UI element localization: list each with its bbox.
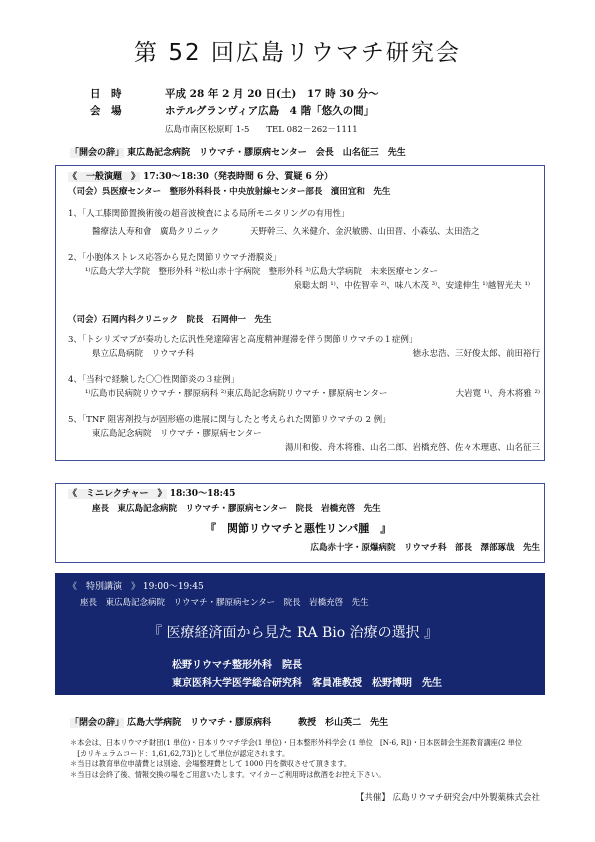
general-chair-2: （司会）石岡内科クリニック 院長 石岡伸一 先生 bbox=[68, 315, 272, 325]
mini-header-time: 18:30～18:45 bbox=[169, 489, 236, 499]
closing-remarks bbox=[70, 716, 540, 730]
talk-4-affiliation: ¹⁾広島市民病院リウマチ・膠原病科 ²⁾東広島記念病院リウマチ・膠原病センター bbox=[85, 389, 388, 399]
general-chair-1: （司会）呉医療センター 整形外科科長・中央放射線センター部長 濱田宜和 先生 bbox=[68, 187, 391, 197]
venue-address: 広島市南区松原町 1-5 TEL 082－262－1111 bbox=[165, 125, 358, 135]
note-line: ＊当日は教育単位申請費とは別途、会場整理費として 1000 円を徴収させて頂きます。 bbox=[70, 759, 352, 768]
special-speaker: 東京医科大学医学総合研究科 客員准教授 松野博明 先生 bbox=[172, 678, 442, 689]
talk-4-authors: 大岩寛 ¹⁾、舟木将雅 ²⁾ bbox=[455, 389, 540, 399]
talk-5-authors: 湯川和俊、舟木将雅、山名二郎、岩橋充啓、佐々木理恵、山名征三 bbox=[284, 443, 540, 453]
special-chair: 座長 東広島記念病院 リウマチ・膠原病センター 院長 岩橋充啓 先生 bbox=[80, 598, 369, 608]
mini-chair: 座長 東広島記念病院 リウマチ・膠原病センター 院長 岩橋充啓 先生 bbox=[92, 504, 381, 514]
closing-text: 広島大学病院 リウマチ・膠原病科 教授 杉山英二 先生 bbox=[127, 718, 389, 728]
talk-5-affiliation: 東広島記念病院 リウマチ・膠原病センター bbox=[92, 429, 262, 439]
note-line: ＊本会は、日本リウマチ財団(1 単位)・日本リウマチ学会(1 単位)・日本整形外科学会 (1 単位 [N-6, R])・日本医師会生涯教育講座(2 単位 bbox=[70, 738, 522, 747]
date-value: 平成 28 年 2 月 20 日(土) 17 時 30 分～ bbox=[165, 88, 379, 100]
date-label: 日 時 bbox=[90, 88, 122, 100]
mini-header-tag: 《 ミニレクチャー 》 bbox=[68, 489, 167, 499]
talk-1-authors: 天野幹三、久米健介、金沢敏勝、山田晋、小森弘、太田浩之 bbox=[250, 227, 480, 237]
notes bbox=[70, 738, 540, 780]
talk-5-title: 5、「TNF 阻害剤投与が固形癌の進展に関与したと考えられた関節リウマチの 2 例」 bbox=[68, 415, 391, 425]
venue-value: ホテルグランヴィア広島 4 階「悠久の間」 bbox=[165, 105, 375, 117]
talk-2-affiliation: ¹⁾広島大学大学院 整形外科 ²⁾松山赤十字病院 整形外科 ³⁾広島大学病院 未来医療センター bbox=[85, 267, 439, 277]
talk-2-authors: 泉聡太朗 ¹⁾、中佐智幸 ²⁾、味八木茂 ³⁾、安達伸生 ¹⁾越智光夫 ¹⁾ bbox=[293, 281, 530, 291]
special-header bbox=[68, 580, 204, 594]
talk-3-authors: 徳永忠浩、三好俊太郎、前田裕行 bbox=[412, 349, 540, 359]
talk-3-affiliation: 県立広島病院 リウマチ科 bbox=[92, 349, 195, 359]
page-title: 第 52 回広島リウマチ研究会 bbox=[134, 40, 461, 66]
sponsor: 【共催】 広島リウマチ研究会/中外製薬株式会社 bbox=[355, 793, 540, 803]
general-header-time: 17:30～18:30（発表時間 6 分、質疑 6 分） bbox=[143, 172, 333, 182]
venue-label: 会 場 bbox=[90, 105, 122, 117]
talk-2-title: 2、「小胞体ストレス応答から見た関節リウマチ滑膜炎」 bbox=[68, 253, 282, 263]
note-line: ＊当日は会終了後、情報交換の場をご用意いたします。マイカーご利用時は飲酒をお控え下さい。 bbox=[70, 769, 386, 779]
talk-4-title: 4、「当科で経験した〇〇性関節炎の３症例」 bbox=[68, 375, 240, 385]
special-header-time: 19:00～19:45 bbox=[142, 582, 204, 592]
mini-lecture-title: 『 関節リウマチと悪性リンパ腫 』 bbox=[205, 522, 392, 535]
general-header bbox=[68, 170, 333, 184]
note-line: [カリキュラムコード：1,61,62,73])として単位が認定されます。 bbox=[70, 748, 290, 758]
special-header-tag: 《 特別講演 》 bbox=[68, 582, 141, 592]
special-lecture-title: 『 医療経済面から見た RA Bio 治療の選択 』 bbox=[148, 625, 439, 641]
opening-remarks bbox=[70, 146, 540, 160]
talk-1-affiliation: 醫療法人寿和會 廣島クリニック bbox=[92, 227, 219, 237]
closing-tag: 「閉会の辞」 bbox=[70, 718, 125, 728]
mini-speaker: 広島赤十字・原爆病院 リウマチ科 部長 澤部琢哉 先生 bbox=[310, 543, 540, 553]
talk-3-title: 3、「トシリズマブが奏功した広汎性発達障害と高度精神遅滞を伴う関節リウマチの１症例」 bbox=[68, 335, 418, 345]
mini-header bbox=[68, 487, 235, 501]
talk-1-title: 1、「人工膝関節置換術後の超音波検査による局所モニタリングの有用性」 bbox=[68, 209, 350, 219]
general-header-tag: 《 一般演題 》 bbox=[68, 172, 141, 182]
opening-tag: 「開会の辞」 bbox=[70, 148, 125, 158]
opening-text: 東広島記念病院 リウマチ・膠原病センター 会長 山名征三 先生 bbox=[127, 148, 406, 158]
special-speaker-affiliation: 松野リウマチ整形外科 院長 bbox=[172, 660, 302, 671]
